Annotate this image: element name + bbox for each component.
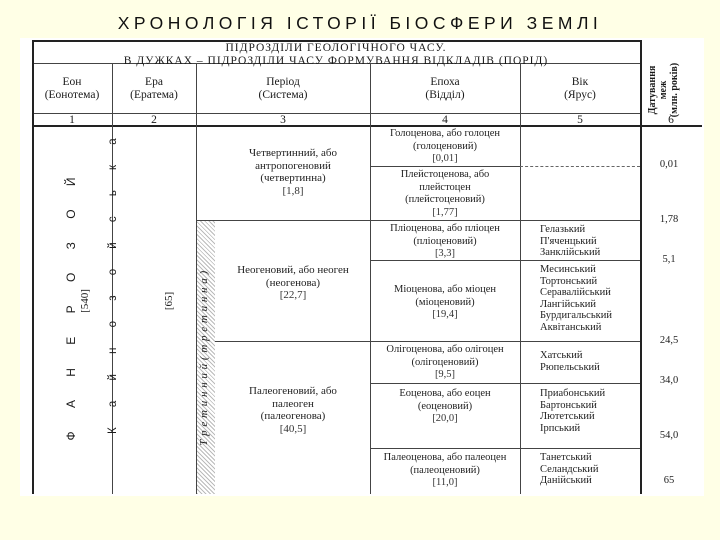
slide-title: ХРОНОЛОГІЯ ІСТОРІЇ БІОСФЕРИ ЗЕМЛІ (117, 13, 603, 33)
column-header-label: (млн. років) (669, 62, 680, 118)
header-title-line: ПІДРОЗДІЛИ ГЕОЛОГІЧНОГО ЧАСУ. (225, 42, 447, 54)
epoch-divider (370, 166, 520, 167)
epoch-name: (голоценовий) (413, 140, 477, 152)
stage-name: Гелазький (540, 224, 586, 235)
period-duration: [1,8] (282, 184, 304, 197)
column-number: 5 (577, 114, 583, 126)
boundary-date: 1,78 (659, 214, 679, 225)
stage-name: Бартонський (540, 399, 597, 411)
boundary-date: 54,0 (659, 430, 679, 441)
period-name: (палеогенова) (260, 410, 326, 422)
eon-duration: [540] (79, 289, 91, 313)
boundary-date: 34,0 (659, 375, 679, 386)
boundary-date: 24,5 (659, 335, 679, 346)
epoch-duration: [1,77] (432, 206, 458, 218)
period-name: Неогеновий, або неоген (237, 264, 349, 276)
epoch-pleistocene (370, 169, 520, 219)
stage-name: Аквітанський (540, 321, 602, 333)
stage-name: П'яченцький (540, 235, 597, 247)
column-header-label: (Відділ) (425, 89, 465, 101)
stage-name: Занклійський (540, 247, 601, 259)
era-name: К а й н о з о й с ь к а (107, 129, 119, 434)
period-name: палеоген (272, 397, 314, 410)
epoch-name: плейстоцен (419, 181, 471, 193)
stage-name: Месинський (540, 264, 596, 275)
epoch-pliocene (370, 223, 520, 261)
column-number: 2 (151, 114, 157, 126)
stage-name: Серавалійський (540, 287, 611, 299)
epoch-name: Палеоценова, або палеоцен (383, 452, 507, 463)
stages-oligocene (540, 350, 600, 373)
epoch-duration: [19,4] (432, 309, 458, 320)
column-number: 6 (668, 114, 674, 126)
epoch-name: (плейстоценовий) (405, 194, 485, 205)
stages-miocene (540, 264, 612, 334)
column-number: 3 (280, 114, 286, 126)
stages-eocene (540, 388, 605, 434)
period-name: (четвертинна) (260, 172, 326, 184)
stage-name: Данійський (540, 475, 592, 487)
epoch-name: Плейстоценова, або (400, 169, 490, 180)
column-header-label: Період (266, 76, 300, 88)
epoch-oligocene (370, 344, 520, 382)
epoch-name: (палеоценовий) (410, 464, 480, 476)
epoch-name: Голоценова, або голоцен (389, 128, 501, 139)
stage-name: Лютетський (540, 411, 595, 423)
column-divider (520, 63, 521, 494)
chronology-table (20, 38, 704, 496)
epoch-eocene (370, 388, 520, 426)
dashed-boundary (520, 166, 640, 167)
stage-name: Ірпський (540, 422, 581, 434)
tertiary-label: Т р е т и н н и й ( т р е т и н н а ) (198, 270, 210, 446)
column-header-label: Ера (145, 76, 163, 88)
era-duration: [65] (163, 291, 175, 311)
header-title (32, 42, 640, 68)
epoch-name: (олігоценовий) (411, 356, 479, 368)
column-header-label: (Ератема) (130, 89, 178, 101)
epoch-name: Міоценова, або міоцен (394, 284, 496, 295)
column-header-label: Датування (647, 65, 658, 115)
column-header-label: (Система) (258, 89, 308, 101)
period-name: Палеогеновий, або (249, 385, 337, 397)
dating-column-border (640, 40, 642, 494)
epoch-duration: [11,0] (432, 477, 458, 488)
epoch-divider (370, 448, 640, 449)
epoch-divider (370, 383, 640, 384)
epoch-holocene (370, 128, 520, 166)
boundary-date: 5,1 (662, 254, 676, 265)
stage-name: Тортонський (540, 275, 598, 287)
column-header-label: меж (658, 80, 669, 100)
column-number: 4 (442, 114, 448, 126)
column-header-label: Епоха (430, 76, 460, 88)
column-header-period (196, 76, 370, 102)
epoch-duration: [9,5] (434, 369, 456, 380)
period-divider (215, 341, 640, 342)
epoch-duration: [20,0] (432, 413, 458, 424)
column-header-label: (Ярус) (564, 89, 596, 101)
period-divider (196, 220, 640, 221)
header-title-line: В ДУЖКАХ – ПІДРОЗДІЛИ ЧАСУ ФОРМУВАННЯ ВІДКЛАДІВ (ПОРІД) (123, 55, 549, 67)
epoch-paleocene (370, 452, 520, 490)
column-header-label: (Еонотема) (44, 89, 100, 101)
epoch-duration: [3,3] (434, 248, 456, 259)
stage-name: Бурдигальський (540, 310, 612, 322)
boundary-date: 0,01 (659, 159, 679, 170)
epoch-name: (пліоценовий) (413, 235, 477, 247)
column-number: 1 (69, 114, 75, 126)
stage-name: Лангійський (540, 298, 597, 310)
stage-name: Танетський (540, 452, 592, 463)
epoch-name: Олігоценова, або олігоцен (386, 344, 504, 355)
column-header-label: Вік (571, 76, 589, 88)
stages-paleocene (540, 452, 598, 487)
period-duration: [40,5] (279, 422, 307, 435)
boundary-date: 65 (663, 475, 675, 486)
stage-name: Селандський (540, 463, 599, 475)
period-name: (неогенова) (265, 276, 321, 289)
stage-name: Рюпельський (540, 361, 600, 373)
column-header-epoch (370, 76, 520, 102)
epoch-duration: [0,01] (432, 153, 458, 164)
stages-pliocene (540, 224, 600, 259)
stage-name: Хатський (540, 350, 583, 361)
eon-name: Ф А Н Е Р О З О Й (64, 167, 78, 441)
period-paleogene (216, 385, 370, 435)
epoch-name: Еоценова, або еоцен (399, 388, 491, 399)
epoch-miocene (370, 284, 520, 322)
period-quaternary (216, 147, 370, 197)
stage-name: Приабонський (540, 388, 606, 399)
period-duration: [22,7] (279, 289, 307, 301)
period-name: антропогеновий (255, 159, 331, 172)
table-left-border (32, 40, 34, 494)
period-name: Четвертинний, або (249, 147, 337, 159)
column-header-era (112, 76, 196, 102)
epoch-name: Пліоценова, або пліоцен (390, 223, 500, 234)
epoch-name: (міоценовий) (415, 296, 475, 308)
period-neogene (216, 264, 370, 302)
column-header-stage (520, 76, 640, 102)
column-header-eon (32, 76, 112, 102)
epoch-name: (еоценовий) (417, 400, 473, 412)
column-header-label: Еон (62, 76, 82, 88)
